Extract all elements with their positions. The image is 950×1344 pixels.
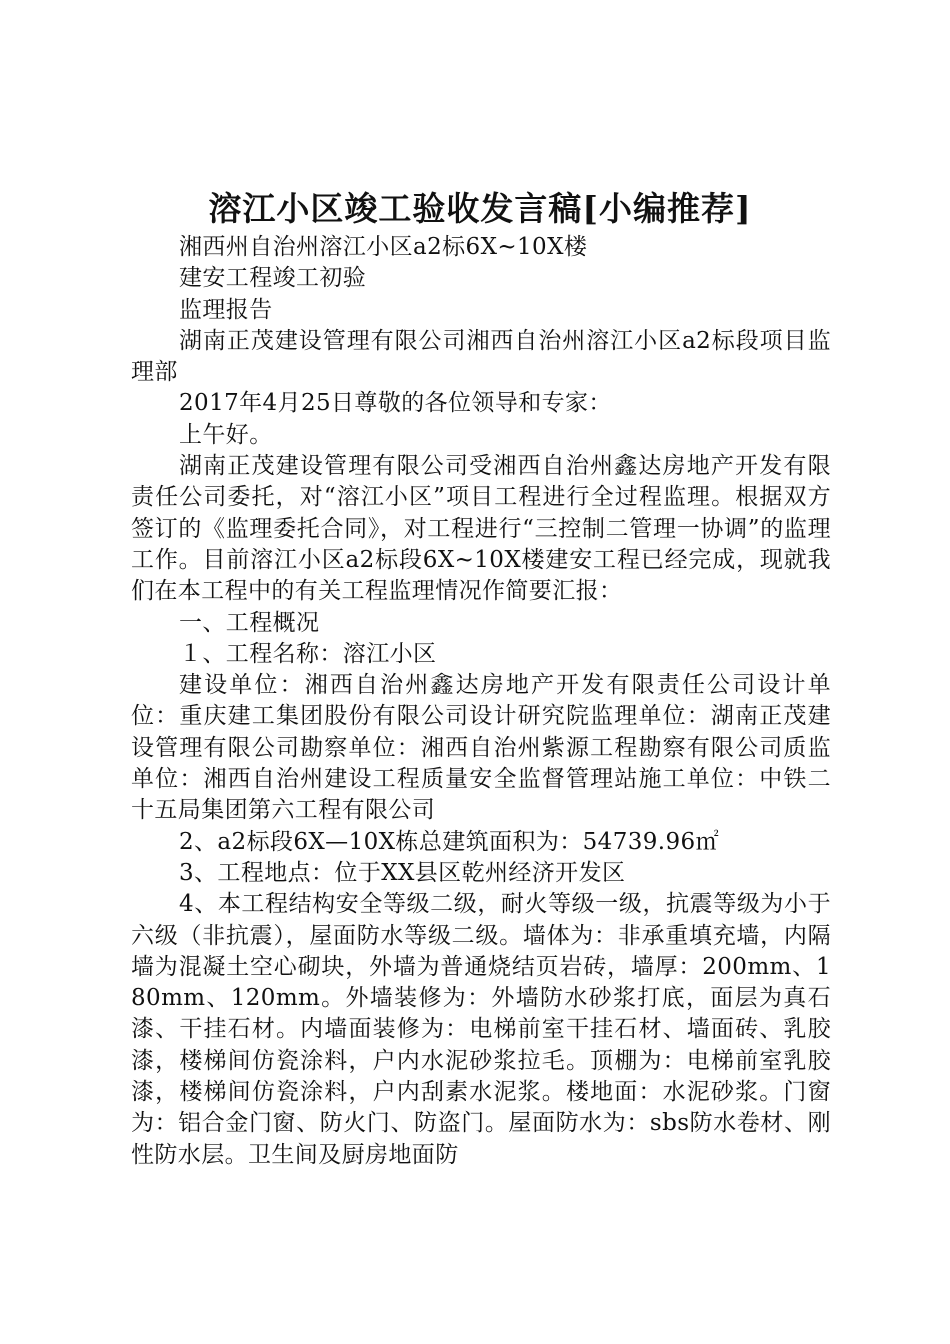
paragraph-area: 2、a2标段6X—10X栋总建筑面积为：54739.96㎡ <box>179 828 719 855</box>
section-heading-overview: 一、工程概况 <box>179 609 320 636</box>
document-body <box>131 232 831 1171</box>
paragraph-date-greeting: 2017年4月25日尊敬的各位领导和专家： <box>179 390 612 417</box>
document-title: 溶江小区竣工验收发言稿[小编推荐] <box>208 189 752 228</box>
paragraph-introduction: 湖南正茂建设管理有限公司受湘西自治州鑫达房地产开发有限责任公司委托，对“溶江小区”项目工程进行全过程监理。根据双方签订的《监理委托合同》，对工程进行“三控制二管理一协调”的监理工作。目前溶江小区a2标段6X~10X楼建安工程已经完成，现就我们在本工程中的有关工程监理情况作简要汇报： <box>131 453 831 605</box>
paragraph-units: 建设单位：湘西自治州鑫达房地产开发有限责任公司设计单位：重庆建工集团股份有限公司设计研究院监理单位：湖南正茂建设管理有限公司勘察单位：湘西自治州紫源工程勘察有限公司质监单位：湘西自治州建设工程质量安全监督管理站施工单位：中铁二十五局集团第六工程有限公司 <box>131 672 831 824</box>
paragraph-location: 3、工程地点：位于XX县区乾州经济开发区 <box>179 859 626 886</box>
paragraph-structure: 4、本工程结构安全等级二级，耐火等级一级，抗震等级为小于六级（非抗震），屋面防水等级二级。墙体为：非承重填充墙，内隔墙为混凝土空心砌块，外墙为普通烧结页岩砖，墙厚：200mm、180mm、120mm。外墙装修为：外墙防水砂浆打底，面层为真石漆、干挂石材。内墙面装修为：电梯前室干挂石材、墙面砖、乳胶漆，楼梯间仿瓷涂料，户内水泥砂浆拉毛。顶棚为：电梯前室乳胶漆，楼梯间仿瓷涂料，户内刮素水泥浆。楼地面：水泥砂浆。门窗为：铝合金门窗、防火门、防盗门。屋面防水为：sbs防水卷材、刚性防水层。卫生间及厨房地面防 <box>131 891 831 1168</box>
paragraph-project-name: 湘西州自治州溶江小区a2标6X~10X楼 <box>179 234 588 260</box>
paragraph-organization: 湖南正茂建设管理有限公司湘西自治州溶江小区a2标段项目监理部 <box>131 327 831 386</box>
paragraph-subtitle: 建安工程竣工初验 <box>179 265 367 292</box>
paragraph-project-title: １、工程名称：溶江小区 <box>179 640 437 667</box>
paragraph-salutation: 上午好。 <box>179 421 273 448</box>
paragraph-report-type: 监理报告 <box>179 296 273 323</box>
